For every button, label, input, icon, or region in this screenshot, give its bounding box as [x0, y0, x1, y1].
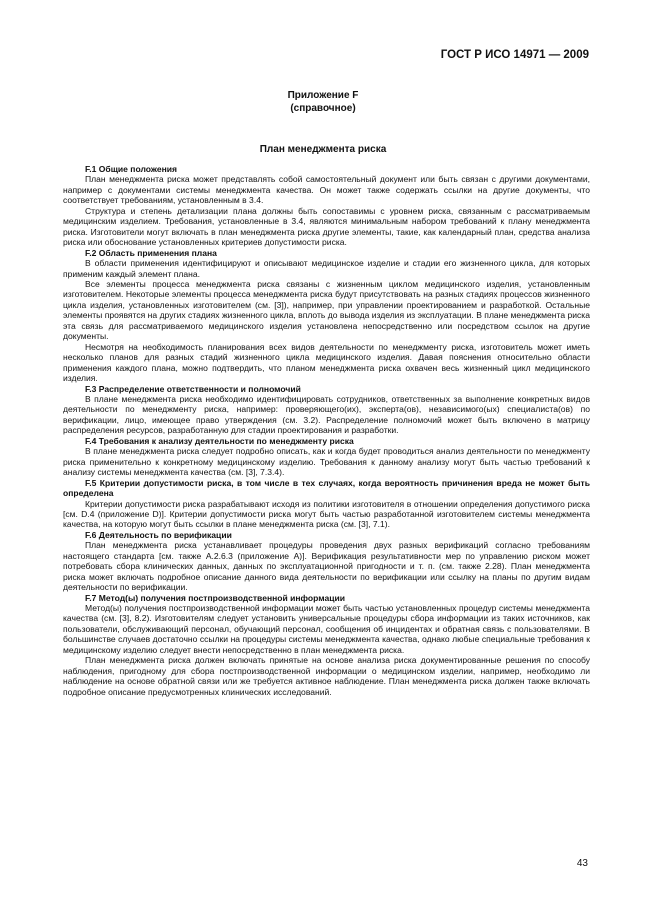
paragraph: Структура и степень детализации плана должны быть сопоставимы с уровнем риска, связанным с рассматриваемым медицинским изделием. Требования, установленные в 3.4, являются минимальным набором требований к плану менеджмента риска. Изготовители могут включать в план менеджмента риска другие элементы, такие, как календарный план, средства анализа риска или обоснование установленных критериев допустимости риска. — [63, 205, 590, 248]
paragraph: В плане менеджмента риска следует подробно описать, как и когда будет проводиться анализ деятельности по менеджменту риска применительно к конкретному медицинскому изделию. Требования к данному анализу могут быть частью требований к анализу системы менеджмента качества (см. [3], 7.3.4). — [63, 446, 590, 478]
paragraph: Все элементы процесса менеджмента риска связаны с жизненным циклом медицинского изделия, установленным изготовителем. Некоторые элементы процесса менеджмента риска будут присутствовать на разных стадиях процессов жизненного цикла изделия, установленных изготовителем (см. [3]), например, при управлении проектированием и разработкой. Остальные элементы проявятся на других стадиях жизненного цикла, вплоть до вывода изделия из эксплуатации. В плане менеджмента риска эта связь для рассматриваемого медицинского изделия установлена непосредственно или посредством ссылок на другие документы. — [63, 278, 590, 342]
section-heading: F.2 Область применения плана — [85, 247, 217, 258]
paragraph: В области применения идентифицируют и описывают медицинское изделие и стадии его жизненного цикла, для которых применим каждый элемент плана. — [63, 258, 590, 279]
paragraph: План менеджмента риска устанавливает процедуры проведения двух разных верификаций согласно требованиям настоящего стандарта [см. также A.2.6.3 (приложение A)]. Верификация результативности мер по управлению риском может потребовать сбора клинических данных, данных по эксплуатационной пригодности и т. п. (см. также 2.28). План менеджмента риска может включать подробное описание данного вида деятельности по верификации или ссылку на планы по другим видам деятельности по верификации. — [63, 540, 590, 593]
appendix-title: Приложение F — [287, 90, 359, 101]
paragraph: Метод(ы) получения постпроизводственной информации может быть частью установленных процедур системы менеджмента качества (см. [3], 8.2). Изготовителям следует установить универсальные процедуры сбора информации из таких источников, как пользователи, обслуживающий персонал, обучающий персонал, сообщения об инцидентах и обратная связь с пользователями. В большинстве случаев достаточно ссылки на процедуры системы менеджмента качества, однако любые специальные требования к медицинскому изделию следует внести непосредственно в план менеджмента риска. — [63, 603, 590, 655]
paragraph: Критерии допустимости риска разрабатывают исходя из политики изготовителя в отношении определения допустимого риска [см. D.4 (приложение D)]. Критерии допустимости риска могут быть частью разработанной изготовителем системы менеджмента качества, на которую могут быть ссылки в плане менеджмента риска (см. [3], 7.1). — [63, 498, 590, 530]
section-heading: F.6 Деятельность по верификации — [85, 529, 232, 540]
section-heading: F.7 Метод(ы) получения постпроизводственной информации — [85, 592, 345, 603]
section-heading: F.5 Критерии допустимости риска, в том числе в тех случаях, когда вероятность причинения вреда не может быть определена — [63, 477, 590, 499]
standard-header: ГОСТ Р ИСО 14971 — 2009 — [440, 49, 589, 61]
paragraph: План менеджмента риска может представлять собой самостоятельный документ или быть связан с другими документами, например с документами системы менеджмента качества. Он может также содержать ссылки на другие документы, что соответствует требованиям, установленным в 3.4. — [63, 174, 590, 206]
paragraph: Несмотря на необходимость планирования всех видов деятельности по менеджменту риска, изготовитель может иметь несколько планов для разных стадий жизненного цикла медицинского изделия. Давая пояснения относительно области применения каждого плана, можно подтвердить, что планом менеджмента риска охвачен весь жизненный цикл медицинского изделия. — [63, 341, 590, 384]
section-heading: F.3 Распределение ответственности и полномочий — [85, 383, 301, 394]
page-title: План менеджмента риска — [259, 144, 387, 155]
section-heading: F.4 Требования к анализу деятельности по менеджменту риска — [85, 435, 354, 446]
document-body — [63, 164, 590, 697]
paragraph: В плане менеджмента риска необходимо идентифицировать сотрудников, ответственных за выполнение конкретных видов деятельности по менеджменту риска, например: проверяющего(их), эксперта(ов), независимого(ых) специалиста(ов) по верификации, лицо, имеющее право утверждения (см. 3.2). Распределение полномочий может быть включено в матрицу распределения ресурсов, разработанную для стадии проектирования и разработки. — [63, 393, 590, 436]
paragraph: План менеджмента риска должен включать принятые на основе анализа риска документированные решения по способу наблюдения, пригодному для сбора постпроизводственной информации о медицинском изделии, например, необходимо ли наблюдение на основе обратной связи или же требуется активное наблюдение. План менеджмента риска должен также включать подробное описание предусмотренных клинических исследований. — [63, 655, 590, 697]
appendix-subtitle: (справочное) — [290, 103, 356, 114]
appendix-block — [0, 89, 646, 115]
page-number: 43 — [576, 858, 588, 869]
section-heading: F.1 Общие положения — [85, 164, 177, 174]
